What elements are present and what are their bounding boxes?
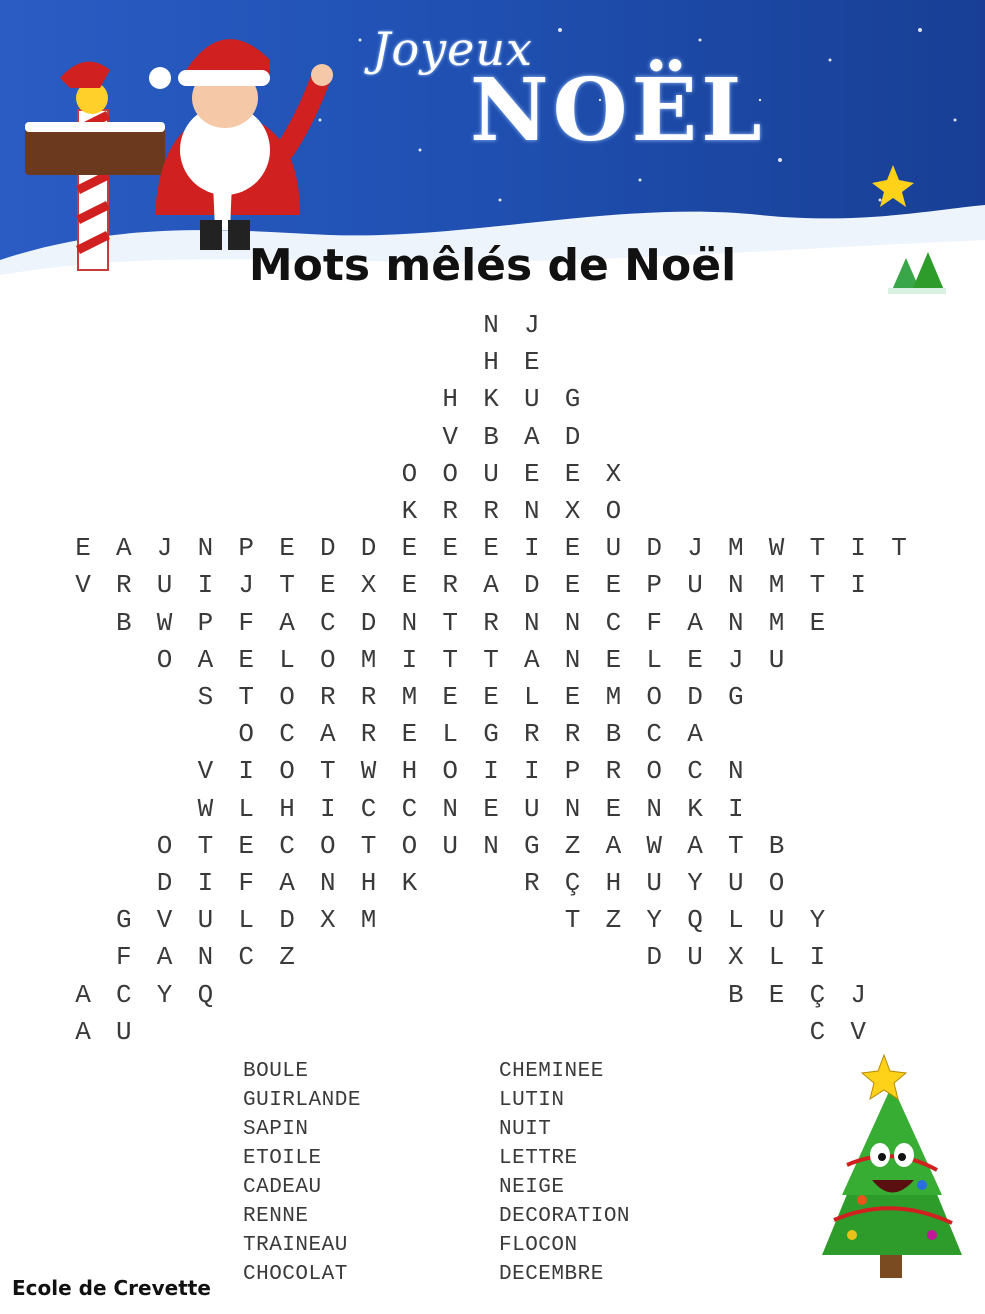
grid-letter: Ç xyxy=(564,868,581,898)
grid-letter: Z xyxy=(564,830,581,861)
grid-letter: O xyxy=(646,682,662,712)
grid-letter: I xyxy=(483,756,499,787)
grid-letter: I xyxy=(850,570,866,601)
grid-letter: L xyxy=(646,644,662,675)
grid-letter: N xyxy=(197,942,214,973)
grid-letter: Y xyxy=(646,905,662,936)
grid-letter: T xyxy=(442,644,458,675)
grid-letter: O xyxy=(605,496,622,526)
grid-letter: F xyxy=(115,942,132,973)
word-item: BOULE xyxy=(243,1060,309,1083)
grid-letter: J xyxy=(850,979,866,1010)
grid-letter: A xyxy=(605,830,622,861)
grid-letter: J xyxy=(687,533,703,564)
grid-letter: C xyxy=(279,719,295,750)
word-item: LETTRE xyxy=(499,1147,578,1170)
grid-letter: D xyxy=(319,533,336,564)
grid-letter: D xyxy=(687,682,703,712)
word-item: FLOCON xyxy=(499,1234,578,1257)
grid-letter: I xyxy=(197,868,214,898)
grid-letter: A xyxy=(197,644,214,675)
grid-letter: N xyxy=(564,607,581,638)
grid-letter: J xyxy=(727,644,744,675)
grid-letter: C xyxy=(401,793,418,824)
grid-letter: V xyxy=(75,570,91,601)
grid-letter: H xyxy=(483,347,499,378)
grid-letter: R xyxy=(360,719,377,750)
grid-letter: L xyxy=(523,682,540,712)
word-list-left xyxy=(243,1057,361,1289)
small-trees-icon xyxy=(888,250,946,296)
grid-letter: H xyxy=(605,868,622,898)
grid-letter: O xyxy=(238,719,254,750)
grid-letter: D xyxy=(360,533,377,564)
grid-letter: N xyxy=(564,793,581,824)
grid-letter: C xyxy=(360,793,377,824)
grid-letter: R xyxy=(360,682,377,712)
grid-letter: R xyxy=(442,496,458,526)
grid-letter: A xyxy=(483,570,499,601)
grid-letter: E xyxy=(442,533,458,564)
grid-letter: L xyxy=(279,644,295,675)
grid-letter: I xyxy=(319,793,336,824)
grid-letter: O xyxy=(646,756,662,787)
grid-letter: L xyxy=(238,793,254,824)
grid-letter: Ç xyxy=(809,979,826,1010)
grid-letter: O xyxy=(442,756,458,787)
grid-letter: L xyxy=(768,942,785,973)
grid-letter: E xyxy=(442,682,458,712)
grid-letter: M xyxy=(727,533,744,564)
grid-letter: M xyxy=(605,682,622,712)
grid-letter: T xyxy=(360,830,377,861)
grid-letter: T xyxy=(727,830,744,861)
grid-letter: V xyxy=(442,421,458,452)
grid-letter: I xyxy=(401,644,418,675)
word-item: LUTIN xyxy=(499,1089,565,1112)
grid-letter: D xyxy=(156,868,173,898)
grid-letter: U xyxy=(605,533,622,564)
grid-letter: V xyxy=(156,905,173,936)
grid-letter: D xyxy=(646,533,662,564)
grid-letter: T xyxy=(564,905,581,936)
grid-letter: L xyxy=(442,719,458,750)
grid-letter: Y xyxy=(687,868,703,898)
word-item: SAPIN xyxy=(243,1118,309,1141)
page-title: Mots mêlés de Noël xyxy=(248,240,737,291)
grid-letter: C xyxy=(687,756,703,787)
grid-letter: A xyxy=(687,830,703,861)
grid-letter: E xyxy=(768,979,785,1010)
word-item: CHEMINEE xyxy=(499,1060,604,1083)
grid-letter: T xyxy=(238,682,254,712)
grid-letter: K xyxy=(687,793,703,824)
grid-letter: U xyxy=(483,458,499,489)
grid-letter: B xyxy=(727,979,744,1010)
grid-letter: E xyxy=(605,570,622,601)
grid-letter: U xyxy=(727,868,744,898)
grid-letter: B xyxy=(768,830,785,861)
grid-letter: E xyxy=(687,644,703,675)
grid-letter: H xyxy=(401,756,418,787)
grid-letter: Z xyxy=(279,942,295,973)
grid-letter: U xyxy=(197,905,214,936)
grid-letter: E xyxy=(564,570,581,601)
grid-letter: X xyxy=(727,942,744,973)
grid-letter: W xyxy=(197,793,214,824)
grid-letter: G xyxy=(564,384,581,415)
grid-letter: T xyxy=(279,570,295,601)
grid-letter: U xyxy=(115,1016,132,1047)
footer-credit: Ecole de Crevette xyxy=(12,1276,211,1300)
grid-letter: C xyxy=(605,607,622,638)
grid-letter: D xyxy=(564,421,581,452)
grid-letter: M xyxy=(401,682,418,712)
grid-letter: E xyxy=(319,570,336,601)
word-item: NUIT xyxy=(499,1118,552,1141)
grid-letter: F xyxy=(238,868,254,898)
grid-letter: W xyxy=(156,607,173,638)
grid-letter: U xyxy=(523,793,540,824)
grid-letter: O xyxy=(442,458,458,489)
grid-letter: P xyxy=(197,607,214,638)
grid-letter: O xyxy=(768,868,785,898)
grid-letter: P xyxy=(646,570,662,601)
grid-letter: E xyxy=(564,458,581,489)
grid-letter: E xyxy=(564,533,581,564)
grid-letter: F xyxy=(646,607,662,638)
grid-letter: T xyxy=(442,607,458,638)
grid-letter: G xyxy=(483,719,499,750)
word-item: ETOILE xyxy=(243,1147,322,1170)
grid-letter: K xyxy=(401,496,418,526)
grid-letter: U xyxy=(687,570,703,601)
grid-letter: B xyxy=(115,607,132,638)
grid-letter: A xyxy=(279,607,295,638)
grid-letter: N xyxy=(483,310,499,340)
grid-letter: R xyxy=(442,570,458,601)
grid-letter: C xyxy=(646,719,662,750)
grid-letter: E xyxy=(483,682,499,712)
grid-letter: A xyxy=(279,868,295,898)
grid-letter: U xyxy=(646,868,662,898)
grid-letter: O xyxy=(279,682,295,712)
grid-letter: W xyxy=(360,756,377,787)
grid-letter: R xyxy=(523,868,540,898)
grid-letter: R xyxy=(483,607,499,638)
grid-letter: L xyxy=(727,905,744,936)
grid-letter: H xyxy=(360,868,377,898)
grid-letter: C xyxy=(809,1016,826,1047)
grid-letter: U xyxy=(523,384,540,415)
logo-noel: NOËL xyxy=(470,60,766,161)
grid-letter: N xyxy=(727,756,744,787)
grid-letter: N xyxy=(442,793,458,824)
grid-letter: N xyxy=(646,793,662,824)
grid-letter: K xyxy=(483,384,499,415)
grid-letter: T xyxy=(809,533,826,564)
grid-letter: C xyxy=(238,942,254,973)
grid-letter: U xyxy=(156,570,173,601)
grid-letter: E xyxy=(279,533,295,564)
grid-letter: I xyxy=(197,570,214,601)
grid-letter: I xyxy=(523,756,540,787)
word-item: DECORATION xyxy=(499,1205,631,1228)
grid-letter: E xyxy=(238,644,254,675)
grid-letter: K xyxy=(401,868,418,898)
grid-letter: N xyxy=(319,868,336,898)
grid-letter: A xyxy=(75,979,91,1010)
grid-letter: V xyxy=(197,756,214,787)
grid-letter: D xyxy=(523,570,540,601)
grid-letter: J xyxy=(156,533,173,564)
grid-letter: T xyxy=(483,644,499,675)
word-item: DECEMBRE xyxy=(499,1263,604,1286)
grid-letter: B xyxy=(483,421,499,452)
grid-letter: E xyxy=(605,793,622,824)
grid-letter: D xyxy=(646,942,662,973)
grid-letter: N xyxy=(727,607,744,638)
grid-letter: G xyxy=(523,830,540,861)
grid-letter: E xyxy=(483,793,499,824)
grid-letter: A xyxy=(115,533,132,564)
grid-letter: U xyxy=(687,942,703,973)
grid-letter: N xyxy=(401,607,418,638)
grid-letter: A xyxy=(687,719,703,750)
grid-letter: S xyxy=(197,682,214,712)
grid-letter: X xyxy=(564,496,581,526)
grid-letter: C xyxy=(115,979,132,1010)
word-item: CHOCOLAT xyxy=(243,1263,348,1286)
grid-letter: G xyxy=(727,682,744,712)
grid-letter: E xyxy=(605,644,622,675)
grid-letter: X xyxy=(605,458,622,489)
grid-letter: M xyxy=(360,905,377,936)
grid-letter: E xyxy=(483,533,499,564)
grid-letter: E xyxy=(809,607,826,638)
grid-letter: W xyxy=(646,830,662,861)
grid-letter: R xyxy=(564,719,581,750)
grid-letter: O xyxy=(319,644,336,675)
grid-letter: N xyxy=(483,830,499,861)
grid-letter: I xyxy=(850,533,866,564)
grid-letter: Q xyxy=(197,979,214,1010)
grid-letter: D xyxy=(279,905,295,936)
grid-letter: U xyxy=(768,644,785,675)
grid-letter: I xyxy=(523,533,540,564)
grid-letter: V xyxy=(850,1016,866,1047)
grid-letter: Y xyxy=(809,905,826,936)
grid-letter: A xyxy=(319,719,336,750)
grid-letter: N xyxy=(727,570,744,601)
grid-letter: A xyxy=(75,1016,91,1047)
grid-letter: O xyxy=(156,644,173,675)
grid-letter: A xyxy=(523,421,540,452)
grid-letter: H xyxy=(279,793,295,824)
grid-letter: O xyxy=(401,458,418,489)
word-list-right xyxy=(499,1057,630,1289)
grid-letter: E xyxy=(401,570,418,601)
grid-letter: T xyxy=(891,533,907,564)
grid-letter: O xyxy=(319,830,336,861)
grid-letter: N xyxy=(523,496,540,526)
grid-letter: E xyxy=(523,458,540,489)
grid-letter: R xyxy=(115,570,132,601)
grid-letter: H xyxy=(442,384,458,415)
grid-letter: X xyxy=(319,905,336,936)
grid-letter: E xyxy=(75,533,91,564)
word-item: CADEAU xyxy=(243,1176,322,1199)
grid-letter: Y xyxy=(156,979,173,1010)
grid-letter: G xyxy=(115,905,132,936)
grid-letter: P xyxy=(238,533,254,564)
grid-letter: M xyxy=(768,607,785,638)
grid-letter: T xyxy=(197,830,214,861)
grid-letter: E xyxy=(401,719,418,750)
grid-letter: O xyxy=(401,830,418,861)
grid-letter: X xyxy=(360,570,377,601)
grid-letter: E xyxy=(564,682,581,712)
grid-letter: J xyxy=(523,310,540,340)
grid-letter: E xyxy=(238,830,254,861)
word-item: NEIGE xyxy=(499,1176,565,1199)
grid-letter: C xyxy=(279,830,295,861)
grid-letter: O xyxy=(156,830,173,861)
grid-letter: P xyxy=(564,756,581,787)
grid-letter: R xyxy=(605,756,622,787)
grid-letter: O xyxy=(279,756,295,787)
grid-letter: W xyxy=(768,533,785,564)
grid-letter: T xyxy=(319,756,336,787)
grid-letter: T xyxy=(809,570,826,601)
grid-letter: Z xyxy=(605,905,622,936)
grid-letter: R xyxy=(319,682,336,712)
grid-letter: A xyxy=(687,607,703,638)
grid-letter: M xyxy=(360,644,377,675)
grid-letter: C xyxy=(319,607,336,638)
grid-letter: F xyxy=(238,607,254,638)
grid-letter: I xyxy=(727,793,744,824)
word-item: GUIRLANDE xyxy=(243,1089,361,1112)
grid-letter: R xyxy=(483,496,499,526)
word-item: TRAINEAU xyxy=(243,1234,348,1257)
christmas-tree-icon xyxy=(812,1045,972,1285)
grid-letter: J xyxy=(238,570,254,601)
grid-letter: N xyxy=(564,644,581,675)
grid-letter: R xyxy=(523,719,540,750)
grid-letter: E xyxy=(401,533,418,564)
grid-letter: Q xyxy=(687,905,703,936)
grid-letter: N xyxy=(197,533,214,564)
grid-letter: U xyxy=(768,905,785,936)
word-item: RENNE xyxy=(243,1205,309,1228)
grid-letter: M xyxy=(768,570,785,601)
grid-letter: D xyxy=(360,607,377,638)
grid-letter: I xyxy=(809,942,826,973)
logo-joyeux: Joyeux xyxy=(372,22,533,76)
grid-letter: A xyxy=(156,942,173,973)
grid-letter: U xyxy=(442,830,458,861)
grid-letter: A xyxy=(523,644,540,675)
grid-letter: E xyxy=(523,347,540,378)
grid-letter: L xyxy=(238,905,254,936)
grid-letter: N xyxy=(523,607,540,638)
grid-letter: I xyxy=(238,756,254,787)
grid-letter: B xyxy=(605,719,622,750)
